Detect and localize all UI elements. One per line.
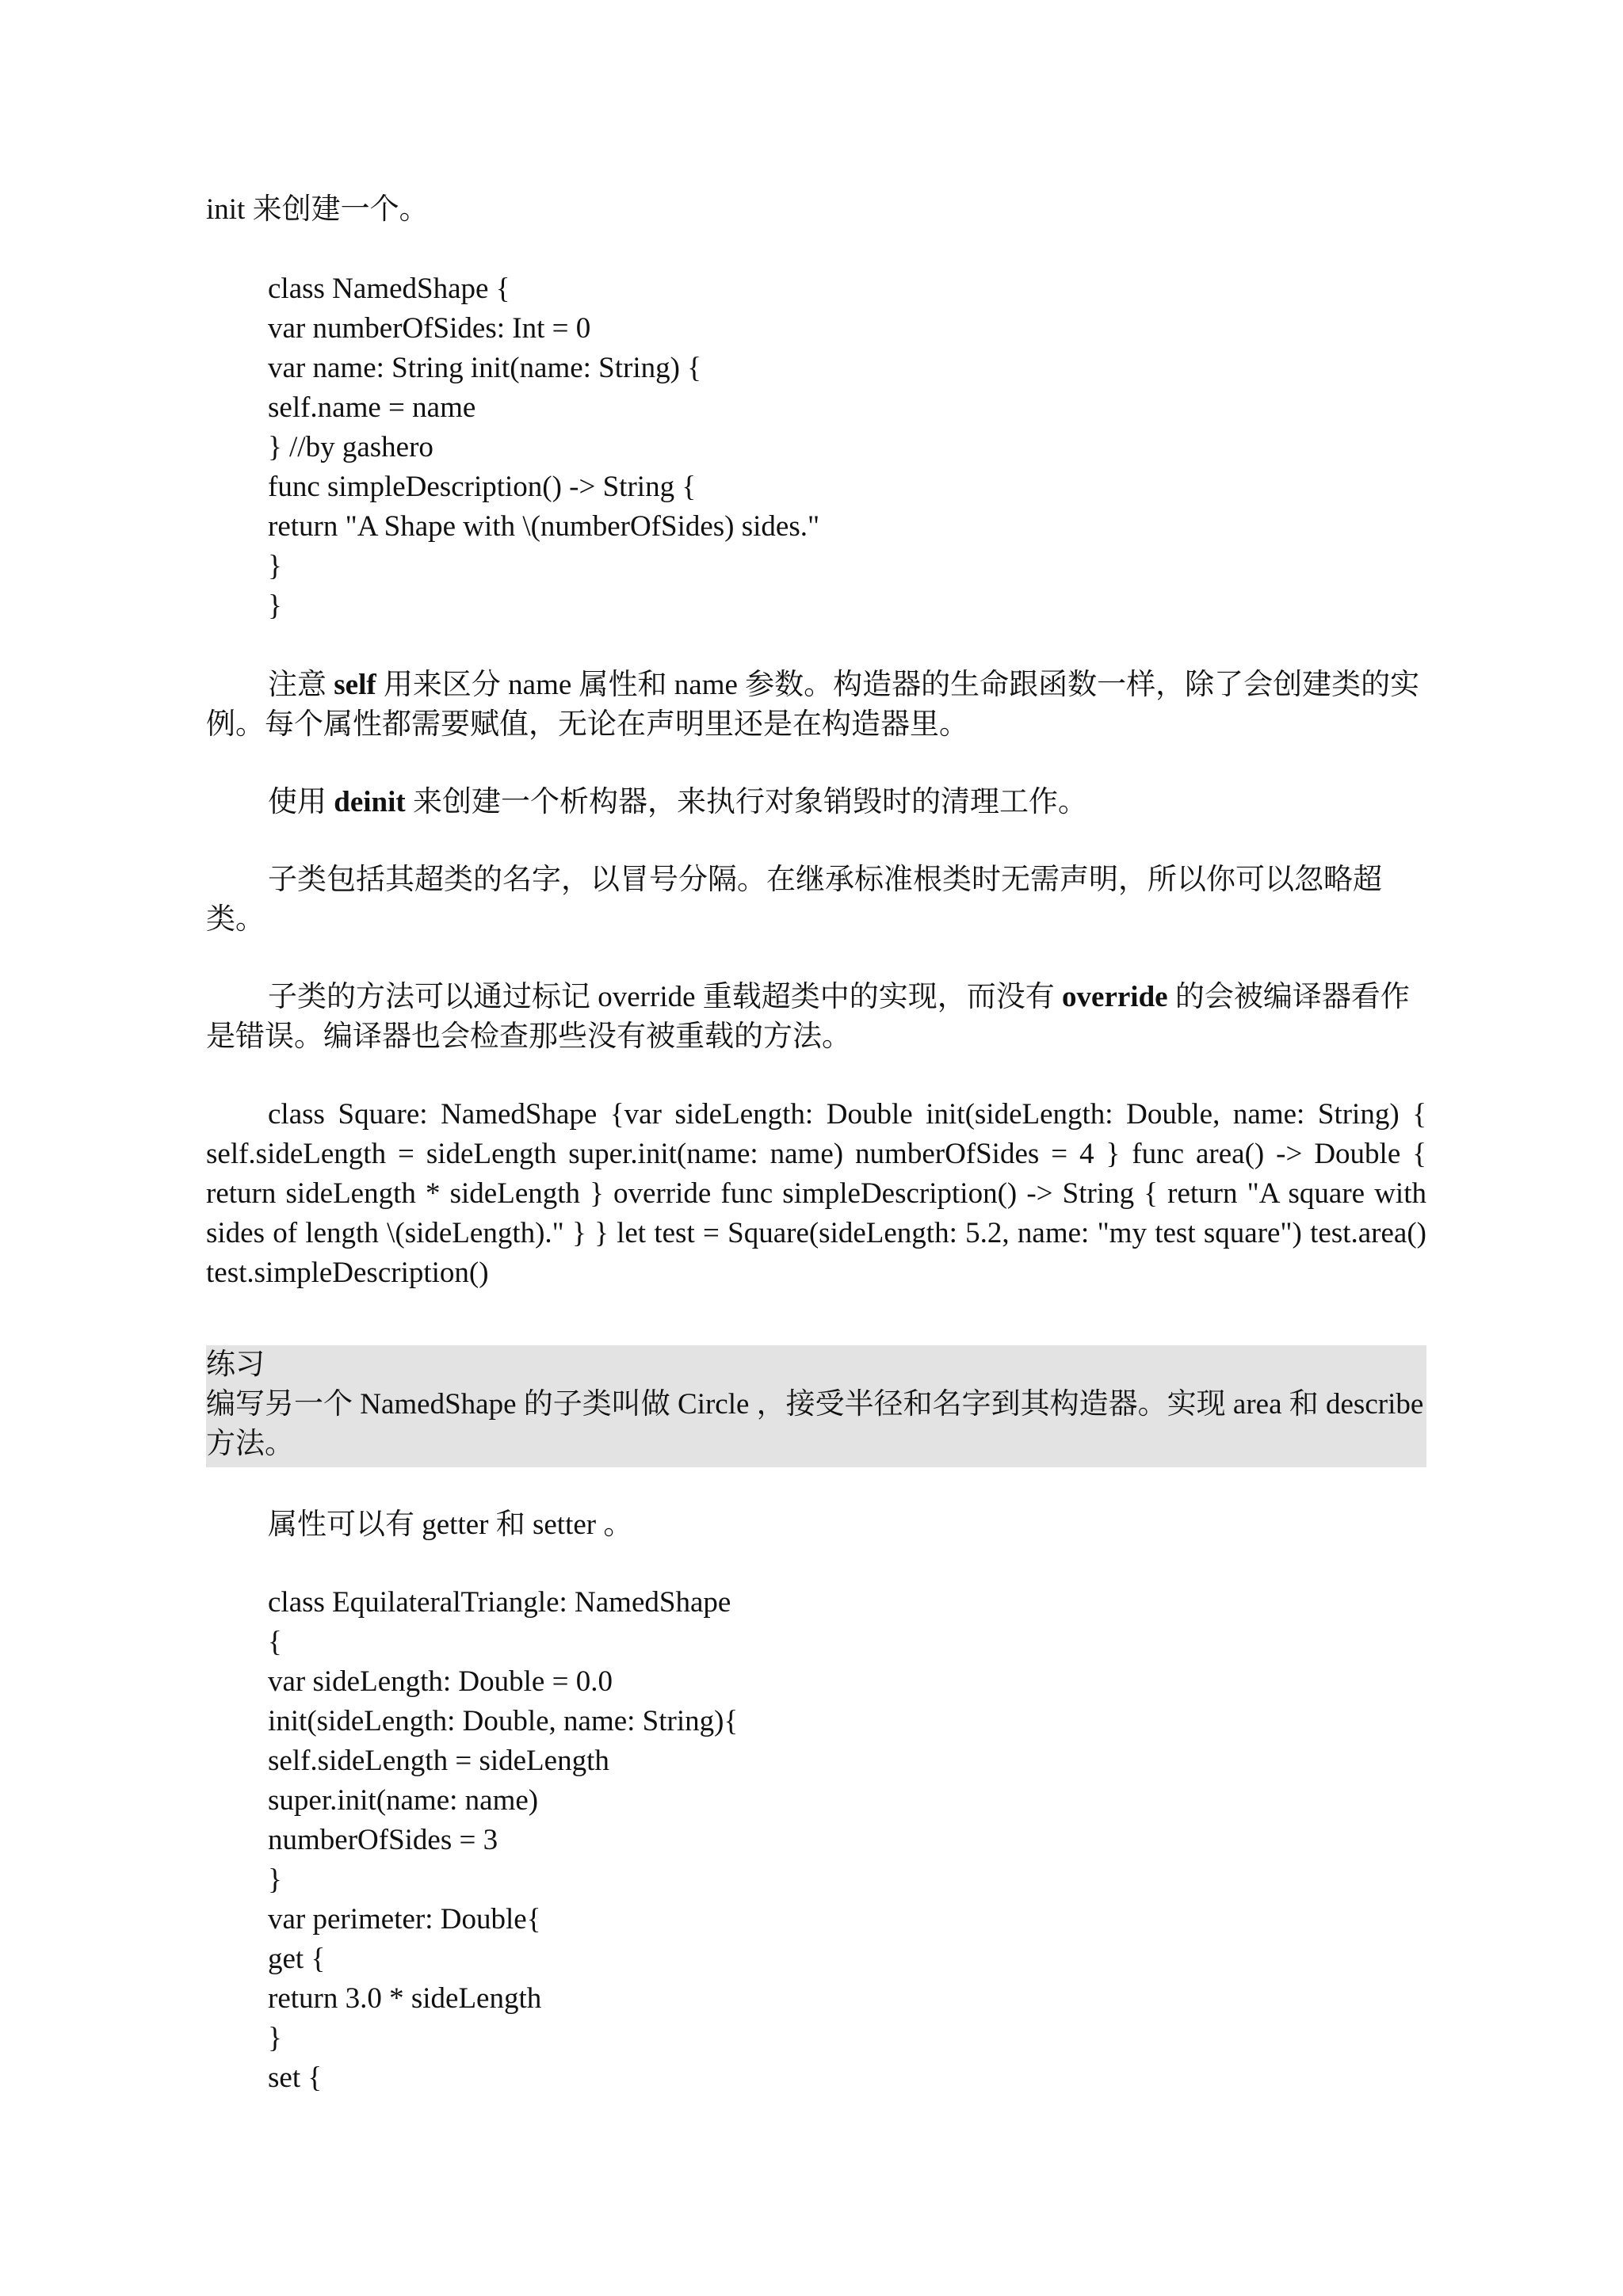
spacer [206,1057,1426,1095]
document-page [206,190,1426,2098]
code-equilateral-triangle [206,1583,1426,2098]
spacer [206,1467,1426,1505]
paragraph-self [206,666,1426,745]
code-line: var name: String init(name: String) { [268,352,701,384]
keyword-override: override [1062,981,1168,1013]
code-line: self.name = name [268,391,476,424]
para-self-before: 注意 [268,669,334,701]
code-line: set { [268,2061,323,2094]
para-deinit-after: 来创建一个析构器，来执行对象销毁时的清理工作。 [405,786,1087,818]
code-line: self.sideLength = sideLength [268,1745,609,1777]
exercise-title: 练习 [206,1348,265,1381]
code-line: return 3.0 * sideLength [268,1982,542,2015]
code-line: var sideLength: Double = 0.0 [268,1665,613,1698]
code-line: get { [268,1943,326,1975]
spacer [206,1545,1426,1583]
spacer [206,822,1426,860]
code-line: super.init(name: name) [268,1784,539,1817]
exercise-box [206,1345,1426,1467]
code-line: } //by gashero [268,431,433,463]
code-square: class Square: NamedShape {var sideLength: Double init(sideLength: Double, name: String) { self.sideLength = sideLength super.init(name: name) numberOfSides = 4 } func area() -> Double { return sideLength * sideLength } override func simpleDescription() -> String { return "A square with sides of length \(sideLength)." } } let test = Square(sideLength: 5.2, name: "my test square") test.area() test.simpleDescription() [206,1098,1426,1289]
intro-line: init 来创建一个。 [206,193,429,226]
code-line: { [268,1626,282,1658]
code-line: } [268,589,282,622]
paragraph-subclass: 子类包括其超类的名字，以冒号分隔。在继承标准根类时无需声明，所以你可以忽略超类。 [206,864,1382,936]
para-self-after: 用来区分 name 属性和 name 参数。构造器的生命跟函数一样，除了会创建类的实例。每个属性都需要赋值，无论在声明里还是在构造器里。 [206,669,1420,741]
code-line: class EquilateralTriangle: NamedShape [268,1586,731,1619]
para-deinit-before: 使用 [268,786,334,818]
paragraph-override [206,978,1426,1057]
code-line: var numberOfSides: Int = 0 [268,312,591,345]
spacer [206,745,1426,783]
code-named-shape [206,269,1426,626]
keyword-deinit: deinit [334,786,406,818]
code-line: return "A Shape with \(numberOfSides) sides." [268,510,820,543]
keyword-self: self [334,669,376,701]
code-line: init(sideLength: Double, name: String){ [268,1705,739,1737]
spacer [206,1293,1426,1345]
code-line: var perimeter: Double{ [268,1903,541,1936]
code-line: } [268,1863,282,1896]
para-override-after: 的会被编译器看作是错误。编译器也会检查那些没有被重载的方法。 [206,981,1410,1053]
spacer [206,940,1426,978]
paragraph-deinit [206,783,1426,822]
code-line: } [268,550,282,582]
para-override-before: 子类的方法可以通过标记 override 重载超类中的实现，而没有 [268,981,1063,1013]
code-line: func simpleDescription() -> String { [268,471,697,503]
exercise-body: 编写另一个 NamedShape 的子类叫做 Circle ，接受半径和名字到其构造器。实现 area 和 describe 方法。 [206,1388,1424,1460]
spacer [206,230,1426,269]
code-line: numberOfSides = 3 [268,1824,498,1856]
code-line: } [268,2022,282,2054]
code-line: class NamedShape { [268,273,510,305]
paragraph-getter-setter: 属性可以有 getter 和 setter 。 [268,1508,633,1541]
spacer [206,626,1426,666]
